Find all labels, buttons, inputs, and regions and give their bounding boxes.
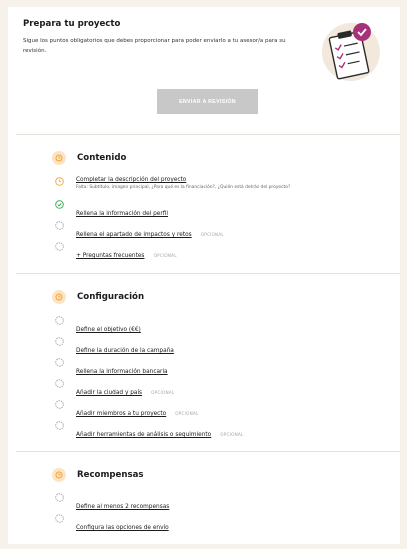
task-link[interactable]: Rellena la información bancaria: [76, 369, 168, 375]
task-link[interactable]: Define al menos 2 recompensas: [76, 504, 170, 510]
task-item: [55, 221, 224, 240]
task-item: [55, 421, 244, 440]
task-link[interactable]: Configura las opciones de envío: [76, 525, 169, 531]
task-item: [55, 316, 141, 335]
task-link[interactable]: + Preguntas frecuentes: [76, 253, 145, 259]
task-link[interactable]: Rellena el apartado de impactos y retos: [76, 232, 192, 238]
section-title: Configuración: [77, 292, 145, 302]
check-circle-icon: [55, 200, 64, 209]
dashed-circle-icon: [55, 316, 64, 325]
task-item: [55, 337, 174, 356]
clock-icon: [52, 151, 66, 165]
clock-icon: [52, 290, 66, 304]
dashed-circle-icon: [55, 358, 64, 367]
task-link[interactable]: Añadir miembros a tu proyecto: [76, 411, 167, 417]
divider: [16, 134, 400, 135]
dashed-circle-icon: [55, 221, 64, 230]
section-header-contenido: [52, 151, 126, 165]
section-title: Contenido: [77, 153, 127, 163]
page-title: Prepara tu proyecto: [23, 19, 121, 29]
task-link[interactable]: Añadir herramientas de análisis o seguimiento: [76, 432, 212, 438]
dashed-circle-icon: [55, 493, 64, 502]
task-link[interactable]: Define el objetivo (€€): [76, 327, 141, 333]
clipboard-checklist-icon: [318, 17, 384, 83]
task-link[interactable]: Completar la descripción del proyecto: [76, 177, 187, 183]
divider: [16, 451, 400, 452]
dashed-circle-icon: [55, 242, 64, 251]
dashed-circle-icon: [55, 421, 64, 430]
optional-badge: OPCIONAL: [220, 432, 244, 437]
optional-badge: OPCIONAL: [175, 411, 199, 416]
task-item: [55, 400, 199, 419]
optional-badge: OPCIONAL: [200, 232, 224, 237]
submit-for-review-button[interactable]: ENVIAR A REVISIÓN: [157, 89, 258, 114]
task-link[interactable]: Rellena la información del perfil: [76, 211, 168, 217]
task-item: [55, 358, 168, 377]
clock-icon: [52, 468, 66, 482]
section-title: Recompensas: [77, 470, 144, 480]
project-checklist-panel: [8, 7, 400, 544]
dashed-circle-icon: [55, 400, 64, 409]
section-header-configuracion: [52, 290, 144, 304]
task-link[interactable]: Define la duración de la campaña: [76, 348, 174, 354]
divider: [16, 273, 400, 274]
task-item: [55, 379, 174, 398]
task-item: [55, 514, 169, 533]
dashed-circle-icon: [55, 337, 64, 346]
task-item: [55, 177, 290, 190]
optional-badge: OPCIONAL: [151, 390, 175, 395]
task-item: [55, 493, 169, 512]
page-description: Sigue los puntos obligatorios que debes proporcionar para poder enviarlo a tu asesor/a para su revisión.: [23, 38, 286, 54]
dashed-circle-icon: [55, 514, 64, 523]
dashed-circle-icon: [55, 379, 64, 388]
task-item: [55, 200, 168, 219]
task-item: [55, 242, 177, 261]
clock-icon: [55, 177, 64, 186]
task-link[interactable]: Añadir la ciudad y país: [76, 390, 143, 396]
section-header-recompensas: [52, 468, 144, 482]
optional-badge: OPCIONAL: [153, 253, 177, 258]
task-missing-hint: Falta: Subtítulo, imagen principal, ¿Para qué es la financiación?, ¿Quién está detrás del proyecto?: [76, 185, 291, 190]
